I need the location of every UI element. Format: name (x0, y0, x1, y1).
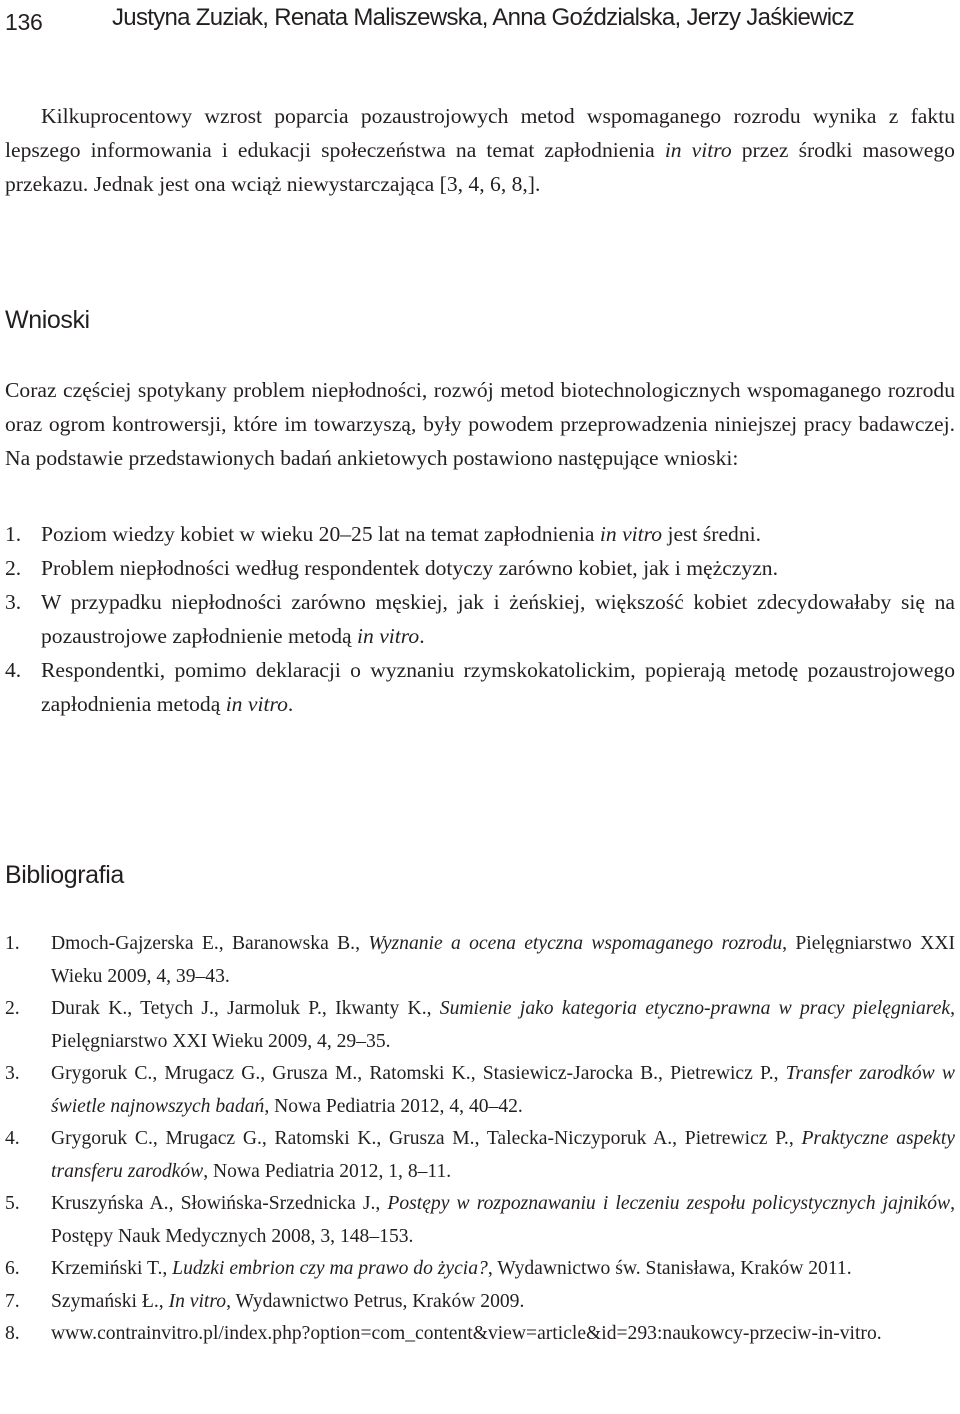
bibliography-url: www.contrainvitro.pl/index.php?option=com_content&view=article&id=293:naukowcy-przeciw-in-vitro. (51, 1323, 882, 1344)
conclusion-italic: in vitro (599, 522, 663, 546)
conclusions-intro-paragraph: Coraz częściej spotykany problem niepłodności, rozwój metod biotechnologicznych wspomaganego rozrodu oraz ogrom kontrowersji, które im towarzyszą, były powodem przeprowadzenia niniejszej pracy badawczej. Na podstawie przedstawionych badań ankietowych postawiono następujące wnioski: (5, 378, 955, 470)
bibliography-entry (5, 1286, 955, 1319)
bibliography-number: 7. (5, 1290, 20, 1312)
conclusion-number: 2. (5, 556, 22, 580)
bibliography-source: , Wydawnictwo św. Stanisława, Kraków 2011. (487, 1258, 852, 1279)
bibliography-title: Transfer zarodków w świetle najnowszych badań (51, 1063, 955, 1117)
bibliography-heading: Bibliografia (5, 861, 124, 889)
running-head-authors: Justyna Zuziak, Renata Maliszewska, Anna Goździalska, Jerzy Jaśkiewicz (112, 4, 854, 31)
conclusion-number: 3. (5, 590, 22, 614)
conclusion-text: W przypadku niepłodności zarówno męskiej, jak i żeńskiej, większość kobiet zdecydowałaby się na pozaustrojowe zapłodnienie metodą (41, 590, 955, 648)
page-header (0, 0, 960, 48)
bibliography-number: 5. (5, 1193, 20, 1214)
conclusion-item (5, 653, 955, 721)
intro-text-1: Kilkuprocentowy wzrost poparcia pozaustrojowych metod wspomaganego rozrodu wynika z faktu lepszego informowania i edukacji społeczeństwa na temat zapłodnienia (5, 104, 955, 162)
bibliography-source: , Pielęgniarstwo XXI Wieku 2009, 4, 29–35. (51, 998, 956, 1052)
bibliography-entry (5, 1253, 955, 1286)
conclusion-after: . (287, 692, 294, 716)
bibliography-source: , Postępy Nauk Medycznych 2008, 3, 148–153. (51, 1193, 955, 1247)
bibliography-authors: Grygoruk C., Mrugacz G., Ratomski K., Grusza M., Talecka-Niczyporuk A., Pietrewicz P., (51, 1128, 802, 1149)
bibliography-number: 8. (5, 1323, 20, 1344)
conclusion-item (5, 585, 955, 653)
bibliography-number: 6. (5, 1258, 20, 1279)
intro-text-2: przez środki masowego przekazu. Jednak jest ona wciąż niewystarczająca [3, 4, 6, 8,]. (5, 138, 955, 196)
bibliography-source: , Nowa Pediatria 2012, 1, 8–11. (203, 1160, 452, 1182)
bibliography-authors: Kruszyńska A., Słowińska-Srzednicka J., (51, 1193, 388, 1214)
conclusion-text: Problem niepłodności według respondentek dotyczy zarówno kobiet, jak i mężczyzn. (41, 556, 778, 580)
page-number: 136 (5, 9, 43, 35)
conclusion-text: Poziom wiedzy kobiet w wieku 20–25 lat na temat zapłodnienia (41, 522, 600, 546)
bibliography-source: , Pielęgniarstwo XXI Wieku 2009, 4, 39–43. (51, 933, 955, 987)
bibliography-title: Ludzki embrion czy ma prawo do życia? (172, 1258, 488, 1279)
conclusion-after: . (419, 624, 425, 648)
intro-italic-term: in vitro (664, 138, 732, 162)
intro-paragraph (5, 99, 955, 201)
bibliography-authors: Dmoch-Gajzerska E., Baranowska B., (51, 933, 369, 954)
conclusion-text: Respondentki, pomimo deklaracji o wyznaniu rzymskokatolickim, popierają metodę pozaustrojowego zapłodnienia metodą (41, 658, 955, 716)
bibliography-title: In vitro (168, 1290, 227, 1312)
bibliography-entry (5, 1058, 955, 1123)
conclusion-number: 1. (5, 522, 22, 546)
conclusions-list (5, 517, 955, 721)
bibliography-list (5, 928, 955, 1351)
bibliography-authors: Durak K., Tetych J., Jarmoluk P., Ikwanty K., (51, 998, 440, 1019)
conclusion-italic: in vitro (357, 624, 420, 648)
bibliography-source: , Nowa Pediatria 2012, 4, 40–42. (264, 1095, 523, 1117)
conclusions-heading: Wnioski (5, 306, 90, 334)
bibliography-title: Praktyczne aspekty transferu zarodków (51, 1128, 955, 1182)
bibliography-title: Postępy w rozpoznawaniu i leczeniu zespołu policystycznych jajników (387, 1193, 951, 1214)
bibliography-entry (5, 928, 955, 993)
bibliography-entry (5, 993, 955, 1058)
conclusion-italic: in vitro (225, 692, 288, 716)
bibliography-title: Wyznanie a ocena etyczna wspomaganego rozrodu (368, 933, 783, 954)
bibliography-number: 3. (5, 1063, 20, 1084)
conclusion-after: jest średni. (662, 522, 762, 546)
bibliography-authors: Grygoruk C., Mrugacz G., Grusza M., Ratomski K., Stasiewicz-Jarocka B., Pietrewicz P., (51, 1063, 786, 1084)
bibliography-number: 4. (5, 1128, 20, 1149)
bibliography-entry (5, 1188, 955, 1253)
bibliography-source: , Wydawnictwo Petrus, Kraków 2009. (226, 1290, 525, 1312)
bibliography-title: Sumienie jako kategoria etyczno-prawna w pracy pielęgniarek (439, 998, 951, 1019)
conclusion-item (5, 517, 955, 551)
bibliography-authors: Krzemiński T., (51, 1258, 173, 1279)
conclusion-item (5, 551, 955, 585)
bibliography-entry (5, 1123, 955, 1188)
bibliography-authors: Szymański Ł., (51, 1290, 169, 1312)
bibliography-entry (5, 1318, 955, 1351)
bibliography-number: 1. (5, 933, 20, 954)
conclusion-number: 4. (5, 658, 22, 682)
bibliography-number: 2. (5, 998, 20, 1019)
